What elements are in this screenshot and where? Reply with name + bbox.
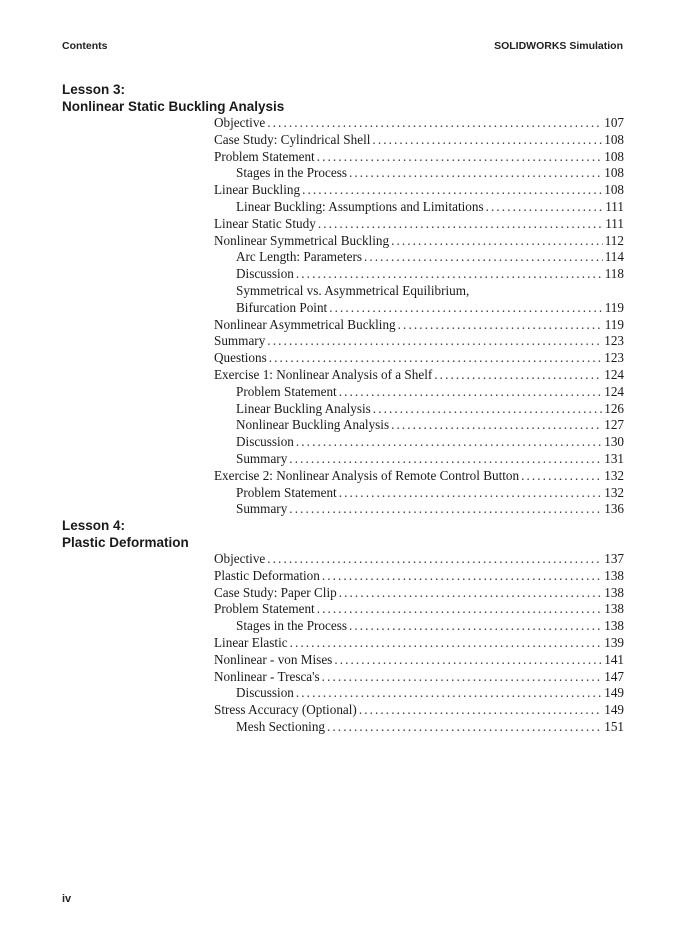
toc-leader-dots (322, 568, 602, 585)
toc-entry-page: 123 (604, 350, 624, 366)
lesson-3-toc (214, 115, 624, 518)
toc-entry-title: Bifurcation Point (236, 299, 328, 315)
lesson-4-heading (62, 518, 189, 551)
toc-subentry-line1[interactable] (214, 283, 624, 300)
toc-leader-dots (521, 468, 602, 485)
toc-entry[interactable] (214, 652, 624, 669)
toc-entry-page: 108 (604, 131, 624, 147)
toc-leader-dots (296, 266, 603, 283)
toc-entry-title: Discussion (236, 434, 294, 450)
toc-entry[interactable] (214, 367, 624, 384)
toc-entry-page: 132 (604, 484, 624, 500)
running-header-right: SOLIDWORKS Simulation (494, 40, 623, 52)
toc-leader-dots (339, 384, 602, 401)
toc-entry-title: Stages in the Process (236, 165, 347, 181)
toc-entry-title: Linear Static Study (214, 215, 316, 231)
page-number: iv (62, 893, 72, 905)
toc-leader-dots (327, 719, 602, 736)
toc-leader-dots (296, 434, 602, 451)
toc-entry-page: 149 (604, 702, 624, 718)
toc-entry-page: 114 (604, 249, 624, 265)
toc-entry-title: Exercise 1: Nonlinear Analysis of a Shelf (214, 366, 433, 382)
toc-entry-title: Summary (214, 333, 266, 349)
toc-entry-page: 119 (604, 299, 624, 315)
lesson-3-heading (62, 82, 284, 115)
toc-entry-page: 139 (604, 634, 624, 650)
toc-leader-dots (349, 618, 602, 635)
toc-entry-title: Summary (236, 450, 288, 466)
toc-entry-page: 130 (604, 434, 624, 450)
toc-leader-dots (364, 249, 603, 266)
toc-subentry[interactable] (214, 300, 624, 317)
toc-entry-page: 149 (604, 685, 624, 701)
toc-entry-page: 132 (604, 467, 624, 483)
toc-subentry[interactable] (214, 401, 624, 418)
toc-entry-title: Stress Accuracy (Optional) (214, 702, 357, 718)
toc-subentry[interactable] (214, 719, 624, 736)
toc-entry-title: Nonlinear Buckling Analysis (236, 417, 390, 433)
toc-entry-page: 124 (604, 383, 624, 399)
toc-entry[interactable] (214, 115, 624, 132)
toc-leader-dots (302, 182, 602, 199)
toc-subentry[interactable] (214, 266, 624, 283)
toc-subentry[interactable] (214, 199, 624, 216)
toc-leader-dots (329, 300, 602, 317)
toc-entry-title: Discussion (236, 266, 294, 282)
toc-entry-title: Nonlinear - von Mises (214, 651, 333, 667)
toc-entry-page: 136 (604, 501, 624, 517)
toc-leader-dots (296, 685, 602, 702)
toc-entry-title: Case Study: Cylindrical Shell (214, 131, 371, 147)
toc-entry-title: Linear Buckling Analysis (236, 400, 371, 416)
toc-entry-title: Nonlinear - Tresca's (214, 668, 320, 684)
toc-entry-title: Linear Buckling: Assumptions and Limitations (236, 198, 484, 214)
toc-entry[interactable] (214, 585, 624, 602)
toc-leader-dots (322, 669, 603, 686)
toc-entry-page: 126 (604, 400, 624, 416)
lesson-4-title: Plastic Deformation (62, 534, 189, 550)
toc-entry-page: 138 (604, 601, 624, 617)
toc-entry-page: 124 (604, 366, 624, 382)
toc-entry-title: Problem Statement (214, 148, 315, 164)
toc-entry-title: Plastic Deformation (214, 567, 320, 583)
toc-leader-dots (317, 149, 602, 166)
toc-leader-dots (434, 367, 602, 384)
toc-entry[interactable] (214, 601, 624, 618)
toc-entry-page: 138 (604, 567, 624, 583)
toc-entry[interactable] (214, 551, 624, 568)
toc-subentry[interactable] (214, 501, 624, 518)
toc-entry-page: 141 (604, 651, 624, 667)
toc-entry[interactable] (214, 132, 624, 149)
toc-leader-dots (290, 635, 603, 652)
toc-entry[interactable] (214, 182, 624, 199)
toc-subentry[interactable] (214, 165, 624, 182)
toc-entry-page: 131 (604, 450, 624, 466)
toc-leader-dots (289, 501, 602, 518)
toc-leader-dots (334, 652, 602, 669)
toc-entry-page: 138 (604, 618, 624, 634)
toc-entry-title: Mesh Sectioning (236, 718, 326, 734)
toc-leader-dots (391, 417, 602, 434)
toc-leader-dots (269, 350, 602, 367)
toc-entry-page: 138 (604, 584, 624, 600)
toc-entry-title: Linear Elastic (214, 634, 288, 650)
toc-entry-page: 118 (604, 266, 624, 282)
toc-subentry[interactable] (214, 618, 624, 635)
toc-leader-dots (391, 233, 603, 250)
toc-entry-page: 108 (604, 148, 624, 164)
toc-entry-title: Arc Length: Parameters (236, 249, 362, 265)
toc-subentry[interactable] (214, 485, 624, 502)
toc-leader-dots (317, 601, 602, 618)
toc-entry-title: Summary (236, 501, 288, 517)
lesson-4-number: Lesson 4: (62, 518, 126, 533)
toc-entry-page: 108 (604, 165, 624, 181)
toc-entry-title: Nonlinear Symmetrical Buckling (214, 232, 390, 248)
toc-entry-title: Nonlinear Asymmetrical Buckling (214, 316, 396, 332)
lesson-3-title: Nonlinear Static Buckling Analysis (62, 98, 285, 114)
toc-entry-page: 147 (604, 668, 624, 684)
toc-entry-title: Symmetrical vs. Asymmetrical Equilibrium, (236, 282, 470, 298)
toc-entry-title: Discussion (236, 685, 294, 701)
toc-leader-dots (267, 115, 602, 132)
toc-entry-page: 111 (605, 198, 624, 214)
toc-entry[interactable] (214, 635, 624, 652)
toc-entry-page: 119 (604, 316, 624, 332)
toc-leader-dots (398, 317, 603, 334)
toc-entry-title: Questions (214, 350, 267, 366)
toc-leader-dots (372, 132, 602, 149)
toc-entry-title: Case Study: Paper Clip (214, 584, 337, 600)
toc-entry[interactable] (214, 702, 624, 719)
toc-entry-title: Objective (214, 551, 266, 566)
toc-leader-dots (339, 585, 603, 602)
toc-entry-page: 137 (604, 551, 624, 566)
toc-entry[interactable] (214, 233, 624, 250)
lesson-3-number: Lesson 3: (62, 82, 126, 97)
toc-entry[interactable] (214, 350, 624, 367)
toc-leader-dots (267, 333, 602, 350)
toc-leader-dots (339, 485, 602, 502)
toc-leader-dots (373, 401, 602, 418)
toc-entry[interactable] (214, 669, 624, 686)
toc-entry[interactable] (214, 149, 624, 166)
toc-entry-page: 108 (604, 182, 624, 198)
toc-entry[interactable] (214, 468, 624, 485)
toc-entry-title: Linear Buckling (214, 182, 301, 198)
running-header-left: Contents (62, 40, 108, 52)
toc-leader-dots (267, 551, 602, 568)
toc-leader-dots (359, 702, 602, 719)
toc-subentry[interactable] (214, 249, 624, 266)
toc-entry[interactable] (214, 568, 624, 585)
toc-entry-page: 123 (604, 333, 624, 349)
toc-entry-page: 111 (605, 215, 624, 231)
lesson-4-toc (214, 551, 624, 736)
toc-subentry[interactable] (214, 417, 624, 434)
toc-subentry[interactable] (214, 451, 624, 468)
toc-entry-title: Stages in the Process (236, 618, 347, 634)
toc-subentry[interactable] (214, 685, 624, 702)
toc-entry-title: Exercise 2: Nonlinear Analysis of Remote Control Button (214, 467, 520, 483)
toc-subentry[interactable] (214, 384, 624, 401)
toc-entry[interactable] (214, 317, 624, 334)
toc-entry-page: 112 (604, 232, 624, 248)
toc-entry-page: 127 (604, 417, 624, 433)
toc-entry-title: Problem Statement (236, 383, 337, 399)
toc-entry-title: Objective (214, 115, 266, 130)
toc-entry-page: 151 (604, 718, 624, 734)
toc-leader-dots (349, 165, 602, 182)
toc-leader-dots (318, 216, 603, 233)
toc-subentry[interactable] (214, 434, 624, 451)
toc-entry-title: Problem Statement (236, 484, 337, 500)
toc-entry[interactable] (214, 333, 624, 350)
toc-entry[interactable] (214, 216, 624, 233)
toc-entry-page: 107 (604, 115, 624, 130)
toc-entry-title: Problem Statement (214, 601, 315, 617)
toc-leader-dots (486, 199, 604, 216)
toc-leader-dots (289, 451, 602, 468)
